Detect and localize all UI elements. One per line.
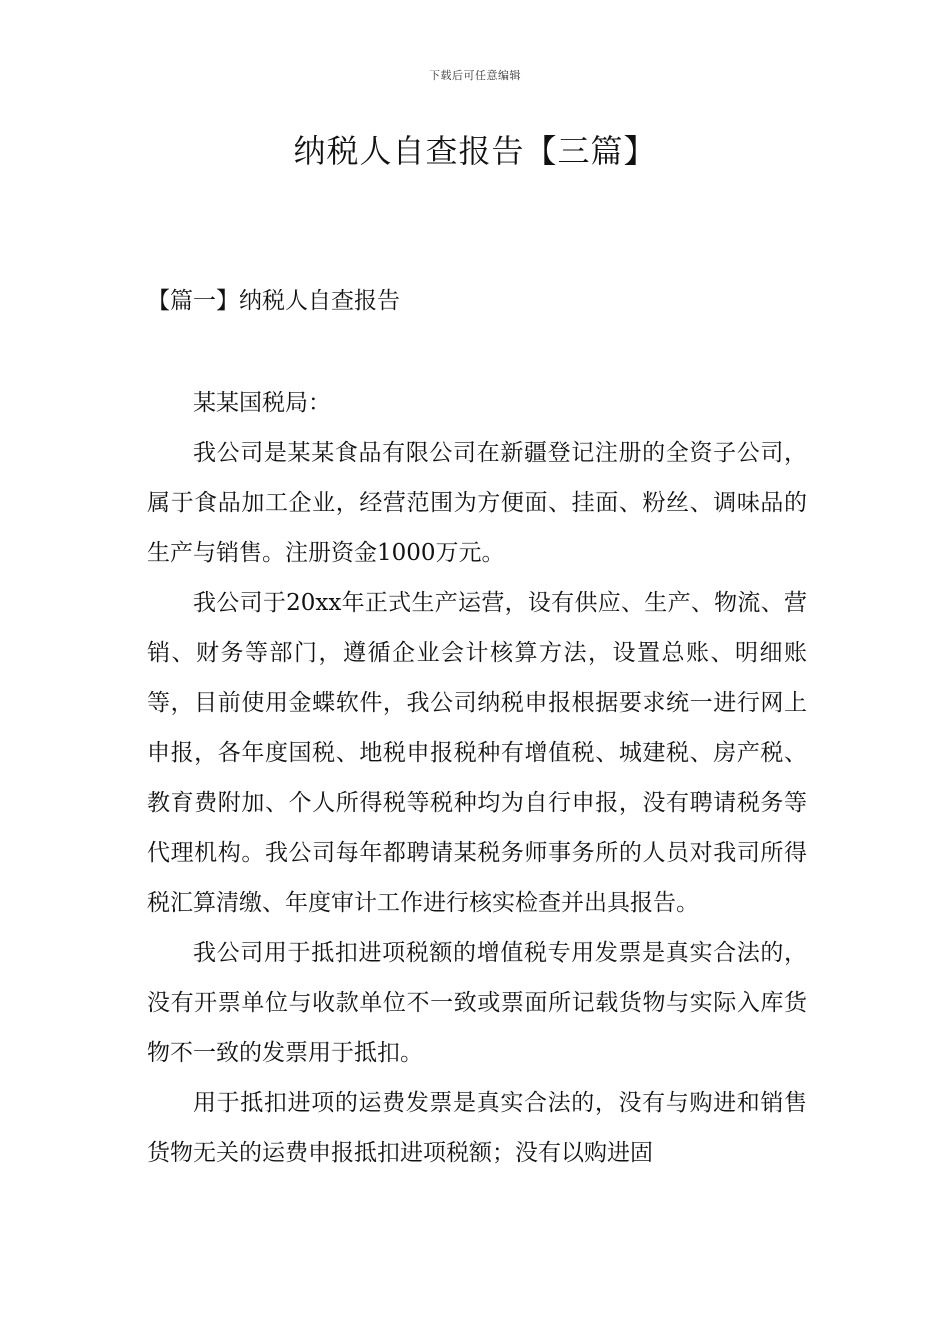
paragraph: 我公司用于抵扣进项税额的增值税专用发票是真实合法的，没有开票单位与收款单位不一致或票面所记载货物与实际入库货物不一致的发票用于抵扣。 — [147, 940, 807, 1066]
salutation: 某某国税局： — [193, 390, 331, 416]
paragraph: 我公司是某某食品有限公司在新疆登记注册的全资子公司，属于食品加工企业，经营范围为方便面、挂面、粉丝、调味品的生产与销售。注册资金1000万元。 — [147, 440, 807, 566]
document-title: 纳税人自查报告【三篇】 — [293, 132, 657, 170]
paragraph: 用于抵扣进项的运费发票是真实合法的，没有与购进和销售货物无关的运费申报抵扣进项税额；没有以购进固 — [147, 1090, 807, 1166]
body-text — [147, 378, 807, 1178]
paragraph: 我公司于20xx年正式生产运营，设有供应、生产、物流、营销、财务等部门，遵循企业会计核算方法，设置总账、明细账等，目前使用金蝶软件，我公司纳税申报根据要求统一进行网上申报，各年度国税、地税申报税种有增值税、城建税、房产税、教育费附加、个人所得税等税种均为自行申报，没有聘请税务等代理机构。我公司每年都聘请某税务师事务所的人员对我司所得税汇算清缴、年度审计工作进行核实检查并出具报告。 — [147, 590, 807, 916]
section-heading: 【篇一】纳税人自查报告 — [147, 288, 400, 314]
header-note: 下载后可任意编辑 — [429, 69, 521, 82]
